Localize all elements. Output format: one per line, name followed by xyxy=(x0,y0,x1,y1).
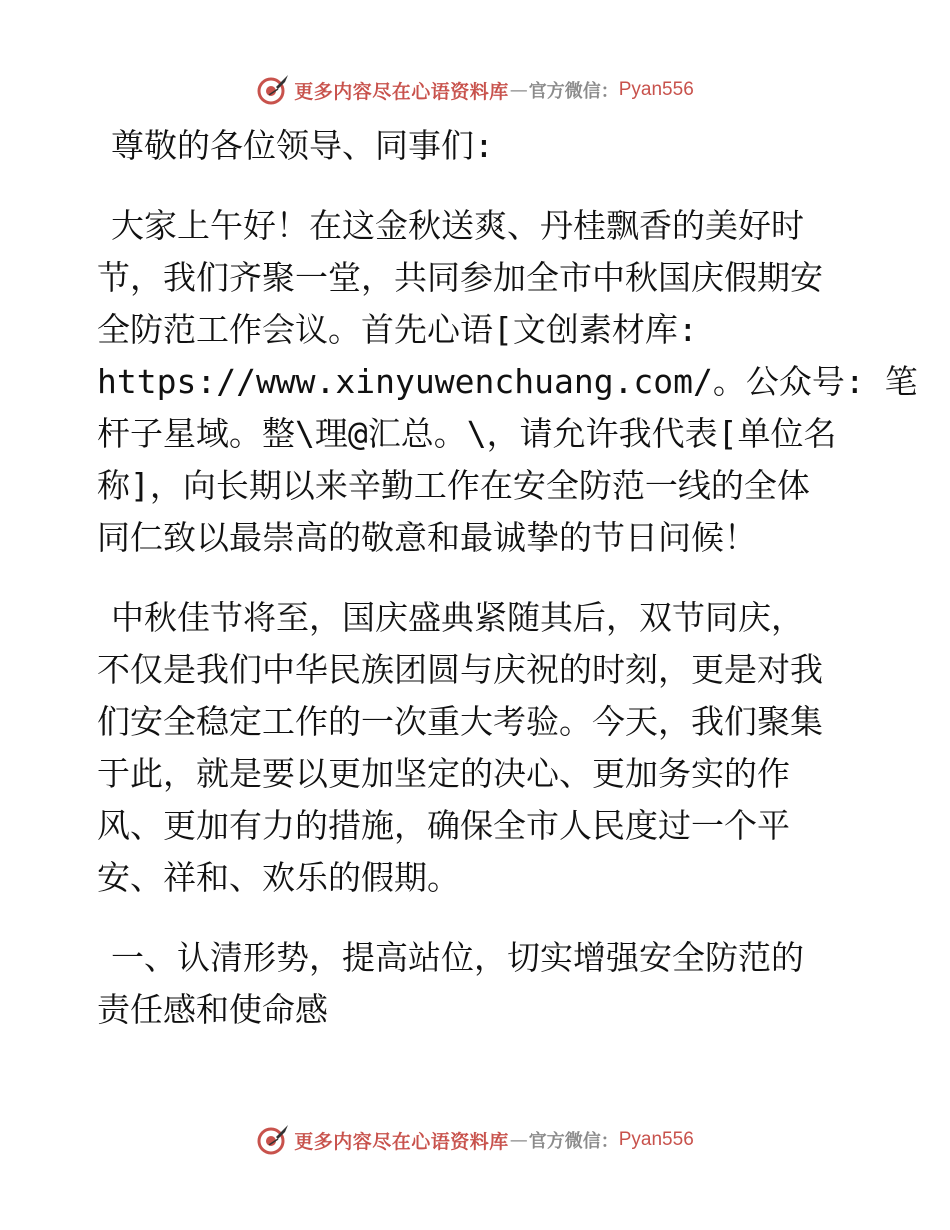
text-line: 称]，向长期以来辛勤工作在安全防范一线的全体 xyxy=(97,466,810,505)
text-line: 同仁致以最崇高的敬意和最诚挚的节日问候！ xyxy=(97,518,757,557)
text-line: 们安全稳定工作的一次重大考验。今天，我们聚集 xyxy=(97,702,823,741)
text-line: 全防范工作会议。首先心语[文创素材库: xyxy=(97,310,698,349)
paragraph-1 xyxy=(97,200,918,564)
text-line: 责任感和使命感 xyxy=(97,990,328,1029)
paragraph-2 xyxy=(97,592,857,904)
text-line: 于此，就是要以更加坚定的决心、更加务实的作 xyxy=(97,754,790,793)
banner-label: 官方微信： xyxy=(528,1131,619,1152)
banner-dash: — xyxy=(509,79,528,101)
text-line: 不仅是我们中华民族团圆与庆祝的时刻，更是对我 xyxy=(97,650,823,689)
text-line: 大家上午好！在这金秋送爽、丹桂飘香的美好时 xyxy=(111,206,804,245)
text-line: 一、认清形势，提高站位，切实增强安全防范的 xyxy=(111,938,804,977)
text-line: 杆子星域。整\理@汇总。\，请允许我代表[单位名 xyxy=(97,414,837,453)
banner-label: 官方微信： xyxy=(528,81,619,102)
text-line: 风、更加有力的措施，确保全市人民度过一个平 xyxy=(97,806,790,845)
banner-main-text: 更多内容尽在心语资料库 xyxy=(294,80,509,103)
banner-wechat-id: Pyan556 xyxy=(618,79,694,100)
quill-pen-logo-icon xyxy=(256,73,290,107)
section-heading-1 xyxy=(97,932,857,1036)
banner-dash: — xyxy=(509,1129,528,1151)
text-line: 安、祥和、欢乐的假期。 xyxy=(97,858,460,897)
banner-main-text: 更多内容尽在心语资料库 xyxy=(294,1130,509,1153)
quill-pen-logo-icon xyxy=(256,1123,290,1157)
text-line: https://www.xinyuwenchuang.com/。公众号: 笔 xyxy=(97,362,918,401)
text-line: 中秋佳节将至，国庆盛典紧随其后，双节同庆， xyxy=(111,598,804,637)
banner-wechat-id: Pyan556 xyxy=(618,1129,694,1150)
footer-banner xyxy=(0,1120,950,1160)
header-banner xyxy=(0,70,950,110)
text-line: 节，我们齐聚一堂，共同参加全市中秋国庆假期安 xyxy=(97,258,823,297)
document-body xyxy=(97,120,918,1036)
salutation-text: 尊敬的各位领导、同事们: xyxy=(111,126,494,165)
salutation xyxy=(97,120,857,172)
